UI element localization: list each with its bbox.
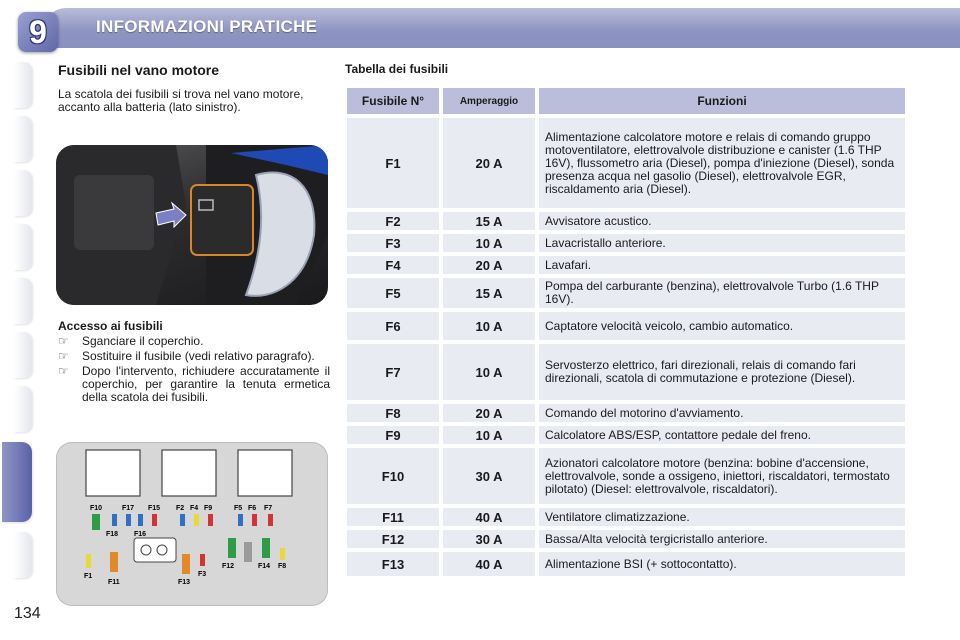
fuse-function: Lavafari. xyxy=(539,256,905,274)
fuse-amperage: 15 A xyxy=(443,278,535,308)
fuse-label: F12 xyxy=(222,563,235,570)
fuse-f7 xyxy=(268,514,273,526)
fuse-number: F1 xyxy=(347,118,439,208)
chapter-tab-active[interactable] xyxy=(2,442,32,522)
fuse-f14 xyxy=(262,538,270,558)
chapter-tab[interactable] xyxy=(14,224,32,270)
fuse-amperage: 40 A xyxy=(443,508,535,526)
fuse-number: F8 xyxy=(347,404,439,422)
fuse-label: F5 xyxy=(234,505,243,512)
fuse-function: Alimentazione calcolatore motore e relais di comando gruppo motoventilatore, elettrovalvole distribuzione e canister (1.6 THP 16V), flussometro aria (Diesel), pompa d'iniezione (Diesel), sonda presenza acqua nel gasolio (Diesel), elettrovalvole EGR, riscaldamento aria (Diesel). xyxy=(539,118,905,208)
table-row xyxy=(347,404,905,422)
table-row xyxy=(347,256,905,274)
chapter-tab[interactable] xyxy=(14,278,32,324)
fuse-f17 xyxy=(126,514,131,526)
fuse-f9 xyxy=(208,514,213,526)
section-title: Fusibili nel vano motore xyxy=(58,62,220,78)
list-item xyxy=(58,350,330,363)
fuse-amperage: 10 A xyxy=(443,426,535,444)
fuse-function: Pompa del carburante (benzina), elettrovalvole Turbo (1.6 THP 16V). xyxy=(539,278,905,308)
chapter-tab[interactable] xyxy=(14,116,32,162)
engine-cover xyxy=(74,175,154,250)
fuse-f4 xyxy=(194,514,199,526)
fuse-number: F10 xyxy=(347,448,439,504)
fuse-f2 xyxy=(180,514,185,526)
table-title: Tabella dei fusibili xyxy=(345,62,449,76)
relay-block xyxy=(86,450,140,496)
fuse-label: F6 xyxy=(248,505,257,512)
table-row xyxy=(347,448,905,504)
fuse-label: F15 xyxy=(148,505,161,512)
fuse-number: F12 xyxy=(347,530,439,548)
fuse-f11 xyxy=(110,552,118,572)
table-row xyxy=(347,552,905,576)
relay-block xyxy=(238,450,292,496)
fuse-function: Avvisatore acustico. xyxy=(539,212,905,230)
engine-bay-illustration xyxy=(56,145,328,305)
fuse-label: F3 xyxy=(198,571,207,578)
fuse-number: F4 xyxy=(347,256,439,274)
fuse-table xyxy=(343,84,909,580)
fuse-amperage: 20 A xyxy=(443,256,535,274)
fuse-f12 xyxy=(228,538,236,558)
fuse-function: Bassa/Alta velocità tergicristallo anteriore. xyxy=(539,530,905,548)
fuse-number: F9 xyxy=(347,426,439,444)
fuse-function: Azionatori calcolatore motore (benzina: bobine d'accensione, elettrovalvole, sonde a ossigeno, iniettori, riscaldatori, termostato pilotato) (Diesel: elettrovalvole, riscaldatori). xyxy=(539,448,905,504)
fuse-box-highlight xyxy=(191,185,253,255)
chapter-tabs xyxy=(0,62,36,592)
step-text: Dopo l'intervento, richiudere accuratamente il coperchio, per garantire la tenuta ermetica della scatola dei fusibili. xyxy=(82,364,330,404)
pointing-hand-icon: ☞ xyxy=(58,364,69,378)
access-steps xyxy=(58,335,330,406)
fuse-number: F3 xyxy=(347,234,439,252)
fuse-number: F2 xyxy=(347,212,439,230)
fuse-function: Servosterzo elettrico, fari direzionali, relais di comando fari direzionali, scatola di commutazione e protezione (Diesel). xyxy=(539,344,905,400)
fuse-label: F7 xyxy=(264,505,273,512)
chapter-badge: 9 xyxy=(18,12,58,52)
list-item xyxy=(58,365,330,404)
fuse-label: F16 xyxy=(134,531,147,538)
table-row xyxy=(347,508,905,526)
fuse-f10 xyxy=(92,514,100,530)
fuse-box-schematic xyxy=(56,442,328,606)
table-row xyxy=(347,344,905,400)
header-fuse-number: Fusibile N° xyxy=(347,88,439,114)
chapter-tab[interactable] xyxy=(14,332,32,378)
fuse-number: F6 xyxy=(347,312,439,340)
fuse-label: F1 xyxy=(84,573,93,580)
fuse-label: F14 xyxy=(258,563,271,570)
fuse-amperage: 10 A xyxy=(443,312,535,340)
table-row xyxy=(347,278,905,308)
fuse-label: F13 xyxy=(178,579,191,586)
header-functions: Funzioni xyxy=(539,88,905,114)
fuse-amperage: 20 A xyxy=(443,118,535,208)
fuse-f16 xyxy=(138,514,143,526)
header-amperage: Amperaggio xyxy=(443,88,535,114)
fuse-label: F17 xyxy=(122,505,135,512)
table-row xyxy=(347,118,905,208)
relay-block xyxy=(162,450,216,496)
fuse-function: Lavacristallo anteriore. xyxy=(539,234,905,252)
page-title: INFORMAZIONI PRATICHE xyxy=(96,17,318,36)
pointing-hand-icon: ☞ xyxy=(58,334,69,348)
fuse-label: F18 xyxy=(106,531,119,538)
connector-block xyxy=(134,538,176,562)
chapter-tab[interactable] xyxy=(14,532,32,578)
fuse-function: Captatore velocità veicolo, cambio automatico. xyxy=(539,312,905,340)
fuse-label: F10 xyxy=(90,505,103,512)
chapter-tab[interactable] xyxy=(14,386,32,432)
fuse-amperage: 10 A xyxy=(443,344,535,400)
table-header-row xyxy=(347,88,905,114)
fuse-f5 xyxy=(238,514,243,526)
fuse-amperage: 40 A xyxy=(443,552,535,576)
fuse-label: F9 xyxy=(204,505,213,512)
table-row xyxy=(347,212,905,230)
fuse-label: F8 xyxy=(278,563,287,570)
fuse-amperage: 15 A xyxy=(443,212,535,230)
pointing-hand-icon: ☞ xyxy=(58,349,69,363)
fuse-f18 xyxy=(112,514,117,526)
fuse-function: Alimentazione BSI (+ sottocontatto). xyxy=(539,552,905,576)
step-text: Sostituire il fusibile (vedi relativo paragrafo). xyxy=(82,349,315,363)
fuse-f3 xyxy=(200,554,205,566)
step-text: Sganciare il coperchio. xyxy=(82,334,204,348)
engine-bay-photo xyxy=(56,145,328,305)
access-subheading: Accesso ai fusibili xyxy=(58,319,163,333)
intro-text: La scatola dei fusibili si trova nel vano motore, accanto alla batteria (lato sinistro). xyxy=(58,87,304,114)
fuse-f13 xyxy=(182,554,190,574)
fuse-f1 xyxy=(86,554,91,568)
fuse-function: Calcolatore ABS/ESP, contattore pedale del freno. xyxy=(539,426,905,444)
fuse-amperage: 30 A xyxy=(443,448,535,504)
fuse-label: F2 xyxy=(176,505,185,512)
fuse-function: Ventilatore climatizzazione. xyxy=(539,508,905,526)
fuse-label: F11 xyxy=(108,579,120,586)
fuse-number: F11 xyxy=(347,508,439,526)
fuse-f8 xyxy=(280,548,285,560)
fuse-number: F7 xyxy=(347,344,439,400)
fuse-f6 xyxy=(252,514,257,526)
fuse-number: F5 xyxy=(347,278,439,308)
fuse-number: F13 xyxy=(347,552,439,576)
chapter-tab[interactable] xyxy=(14,62,32,108)
fuse-amperage: 30 A xyxy=(443,530,535,548)
fuse-amperage: 10 A xyxy=(443,234,535,252)
page-number: 134 xyxy=(14,605,41,622)
fuse-label: F4 xyxy=(190,505,199,512)
fuse-function: Comando del motorino d'avviamento. xyxy=(539,404,905,422)
table-row xyxy=(347,234,905,252)
chapter-tab[interactable] xyxy=(14,170,32,216)
fuse-spare xyxy=(244,542,252,562)
fuse-box-diagram xyxy=(56,442,328,606)
fuse-amperage: 20 A xyxy=(443,404,535,422)
table-row xyxy=(347,312,905,340)
table-row xyxy=(347,530,905,548)
fuse-f15 xyxy=(152,514,157,526)
table-row xyxy=(347,426,905,444)
list-item xyxy=(58,335,330,348)
